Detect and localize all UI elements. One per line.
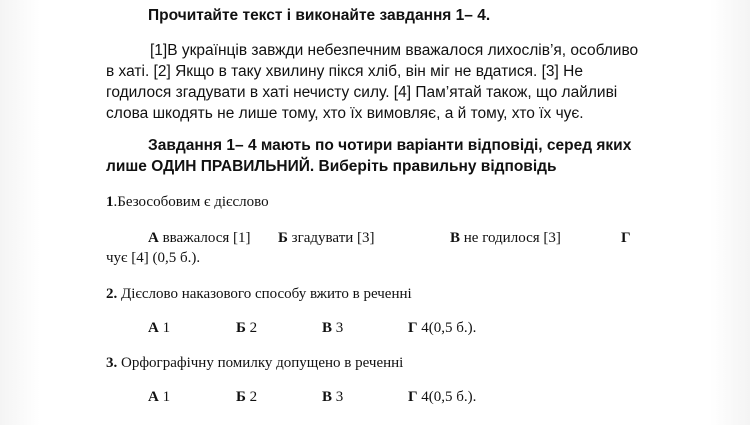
question-1-option-b[interactable]: Б згадувати [3] (278, 230, 375, 246)
question-1-option-d-text[interactable]: чує [4] (0,5 б.). (106, 250, 201, 266)
question-2-option-a[interactable]: А 1 (148, 320, 171, 336)
question-3-option-b[interactable]: Б 2 (236, 389, 258, 405)
question-2-prompt (106, 286, 412, 303)
question-3-option-d[interactable]: Г 4(0,5 б.). (408, 389, 477, 405)
question-2-option-b[interactable]: Б 2 (236, 320, 258, 336)
page-title: Прочитайте текст і виконайте завдання 1– 4. (148, 7, 491, 24)
question-1-option-d-letter[interactable]: Г (621, 230, 631, 246)
question-1-option-a[interactable]: А вважалося [1] (148, 230, 251, 246)
question-3-number: 3. (106, 355, 118, 371)
question-1-text: .Безособовим є дієслово (113, 194, 269, 210)
text-line-2: в хаті. [2] Якщо в таку хвилину пікся хліб, він міг не вдатися. [3] Не (106, 63, 583, 80)
question-3-option-a[interactable]: А 1 (148, 389, 171, 405)
question-3-option-c[interactable]: В 3 (322, 389, 344, 405)
question-2-number: 2. (106, 286, 118, 302)
question-2-option-d[interactable]: Г 4(0,5 б.). (408, 320, 477, 336)
instruction-line-2: лише ОДИН ПРАВИЛЬНИЙ. Виберіть правильну відповідь (106, 158, 557, 175)
text-line-1: [1]В українців завжди небезпечним вважалося лихослів’я, особливо (150, 42, 639, 59)
text-line-3: годилося згадувати в хаті нечисту силу. [4] Пам’ятай також, що лайливі (106, 84, 618, 101)
instruction-line-1: Завдання 1– 4 мають по чотири варіанти відповіді, серед яких (148, 137, 632, 154)
question-2-option-c[interactable]: В 3 (322, 320, 344, 336)
question-1-number: 1 (106, 194, 114, 210)
question-1-prompt (106, 194, 269, 211)
question-3-text: Орфографічну помилку допущено в реченні (117, 355, 404, 371)
question-1-option-c[interactable]: В не годилося [3] (450, 230, 561, 246)
text-line-4: слова шкодять не лише тому, хто їх вимовляє, а й тому, хто їх чує. (106, 105, 584, 122)
question-3-prompt (106, 355, 403, 372)
question-2-text: Дієслово наказового способу вжито в реченні (117, 286, 412, 302)
